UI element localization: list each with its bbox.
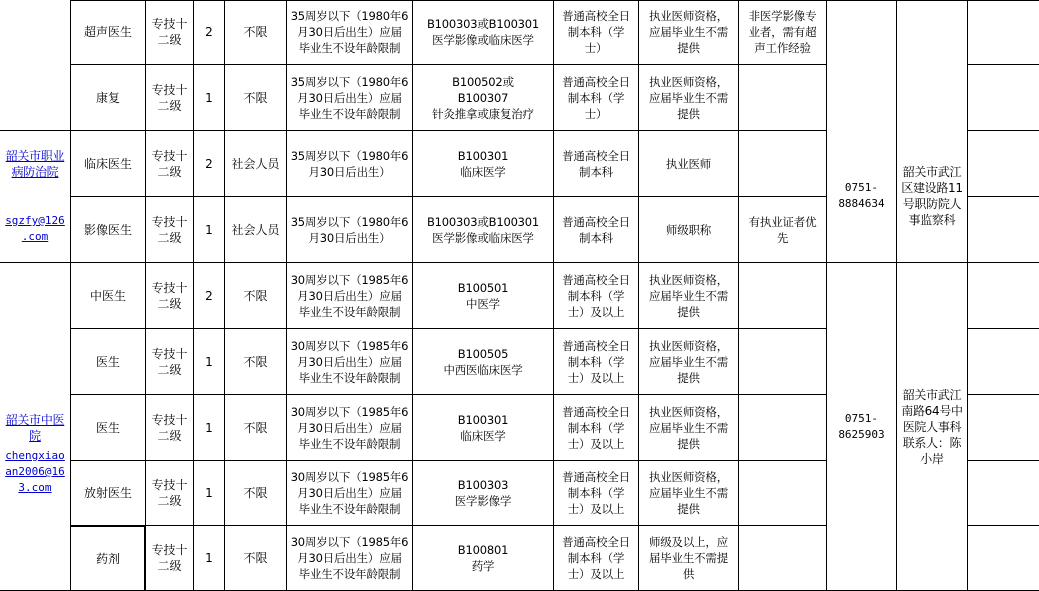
grid-line [967,196,1039,197]
education-cell: 普通高校全日 制本科（学 士） [562,9,630,55]
age-cell: 30周岁以下（1985年6 月30日后出生）应届 毕业生不设年龄限制 [290,470,409,516]
other-cell [739,131,826,196]
major-cell: B100505 中西医临床医学 [443,346,523,377]
target-cell: 不限 [243,420,268,435]
position-cell: 中医生 [89,288,126,303]
level-cell: 专技十 二级 [151,478,188,508]
unit-phone: 0751- 8625903 [838,411,885,441]
count-cell: 1 [205,486,213,500]
unit-address: 韶关市武江 南路64号中 医院人事科 联系人：陈 小岸 [901,387,963,466]
count-cell: 1 [205,551,213,565]
position-cell: 临床医生 [83,156,132,171]
age-cell: 30周岁以下（1985年6 月30日后出生）应届 毕业生不设年龄限制 [290,535,409,581]
age-cell: 30周岁以下（1985年6 月30日后出生）应届 毕业生不设年龄限制 [290,404,409,451]
age-cell: 35周岁以下（1980年6 月30日后出生） [290,148,409,179]
grid-line [967,394,1039,395]
level-cell: 专技十 二级 [151,412,188,443]
grid-line [967,525,1039,526]
other-cell [739,395,826,460]
other-cell [739,263,826,328]
position-cell: 医生 [95,354,120,369]
other-cell: 非医学影像专 业者，需有超 声工作经验 [748,9,817,55]
major-cell: B100303或B100301 医学影像或临床医学 [426,17,540,47]
target-cell: 不限 [243,25,268,39]
grid-line [967,328,1039,329]
qualification-cell: 执业医师资格， 应届毕业生不需 提供 [648,338,729,385]
unit-name[interactable]: 韶关市职业 病防治院 [5,149,65,179]
grid-line [967,130,1039,131]
qualification-cell: 执业医师 [665,156,712,171]
target-cell: 社会人员 [231,222,280,237]
count-cell: 1 [205,420,213,435]
major-cell: B100301 临床医学 [457,412,509,443]
level-cell: 专技十 二级 [151,543,188,573]
unit-name[interactable]: 韶关市中医 院 [5,413,65,443]
qualification-cell: 执业医师资格， 应届毕业生不需 提供 [648,74,729,121]
grid-line [967,0,968,591]
target-cell: 不限 [243,551,268,565]
qualification-cell: 师级职称 [665,222,712,237]
count-cell: 2 [205,288,213,303]
position-cell: 医生 [95,420,120,435]
education-cell: 普通高校全日 制本科（学 士）及以上 [562,535,630,581]
grid-line [967,64,1039,65]
unit-email[interactable]: sgzfy@126 .com [5,214,65,243]
major-cell: B100303或B100301 医学影像或临床医学 [426,214,540,245]
age-cell: 35周岁以下（1980年6 月30日后出生） [290,214,409,245]
level-cell: 专技十 二级 [151,280,188,311]
target-cell: 社会人员 [231,156,280,171]
major-cell: B100801 药学 [457,543,509,573]
other-cell [739,526,826,590]
education-cell: 普通高校全日 制本科 [562,148,630,179]
target-cell: 不限 [243,288,268,303]
education-cell: 普通高校全日 制本科（学 士）及以上 [562,338,630,385]
education-cell: 普通高校全日 制本科（学 士） [562,74,630,121]
education-cell: 普通高校全日 制本科（学 士）及以上 [562,404,630,451]
position-cell: 放射医生 [83,486,132,500]
position-cell: 康复 [95,90,120,105]
target-cell: 不限 [243,90,268,105]
level-cell: 专技十 二级 [151,148,188,179]
age-cell: 35周岁以下（1980年6 月30日后出生）应届 毕业生不设年龄限制 [290,74,409,121]
other-cell [739,461,826,525]
age-cell: 30周岁以下（1985年6 月30日后出生）应届 毕业生不设年龄限制 [290,338,409,385]
count-cell: 1 [205,90,213,105]
major-cell: B100502或 B100307 针灸推拿或康复治疗 [432,74,534,121]
count-cell: 2 [205,25,213,39]
qualification-cell: 执业医师资格， 应届毕业生不需 提供 [648,404,729,451]
qualification-cell: 执业医师资格， 应届毕业生不需 提供 [648,272,729,319]
count-cell: 1 [205,222,213,237]
unit-name-link[interactable] [0,131,70,197]
position-cell: 影像医生 [83,222,132,237]
major-cell: B100301 临床医学 [457,148,509,179]
count-cell: 1 [205,354,213,369]
target-cell: 不限 [243,486,268,500]
target-cell: 不限 [243,354,268,369]
education-cell: 普通高校全日 制本科（学 士）及以上 [562,470,630,516]
qualification-cell: 执业医师资格， 应届毕业生不需 提供 [648,470,729,516]
level-cell: 专技十 二级 [151,346,188,377]
education-cell: 普通高校全日 制本科（学 士）及以上 [562,272,630,319]
qualification-cell: 师级及以上，应 届毕业生不需提 供 [648,535,729,581]
position-cell: 药剂 [95,551,120,566]
age-cell: 30周岁以下（1985年6 月30日后出生）应届 毕业生不设年龄限制 [290,272,409,319]
level-cell: 专技十 二级 [151,214,188,245]
level-cell: 专技十 二级 [151,17,188,47]
other-cell [739,65,826,130]
qualification-cell: 执业医师资格， 应届毕业生不需 提供 [648,9,729,55]
position-cell: 超声医生 [83,25,132,39]
unit-phone: 0751- 8884634 [838,181,885,210]
grid-line [967,460,1039,461]
level-cell: 专技十 二级 [151,82,188,113]
age-cell: 35周岁以下（1980年6 月30日后出生）应届 毕业生不设年龄限制 [290,9,409,55]
unit-email-link[interactable] [0,197,70,261]
unit-email-link[interactable] [0,444,70,500]
unit-address: 韶关市武江 区建设路11 号职防院人 事监察科 [901,165,963,227]
unit-email[interactable]: chengxiao an2006@16 3.com [5,449,65,494]
education-cell: 普通高校全日 制本科 [562,214,630,245]
count-cell: 2 [205,156,213,171]
other-cell [739,329,826,394]
major-cell: B100501 中医学 [457,280,509,311]
other-cell: 有执业证者优 先 [748,214,817,245]
major-cell: B100303 医学影像学 [454,478,512,508]
